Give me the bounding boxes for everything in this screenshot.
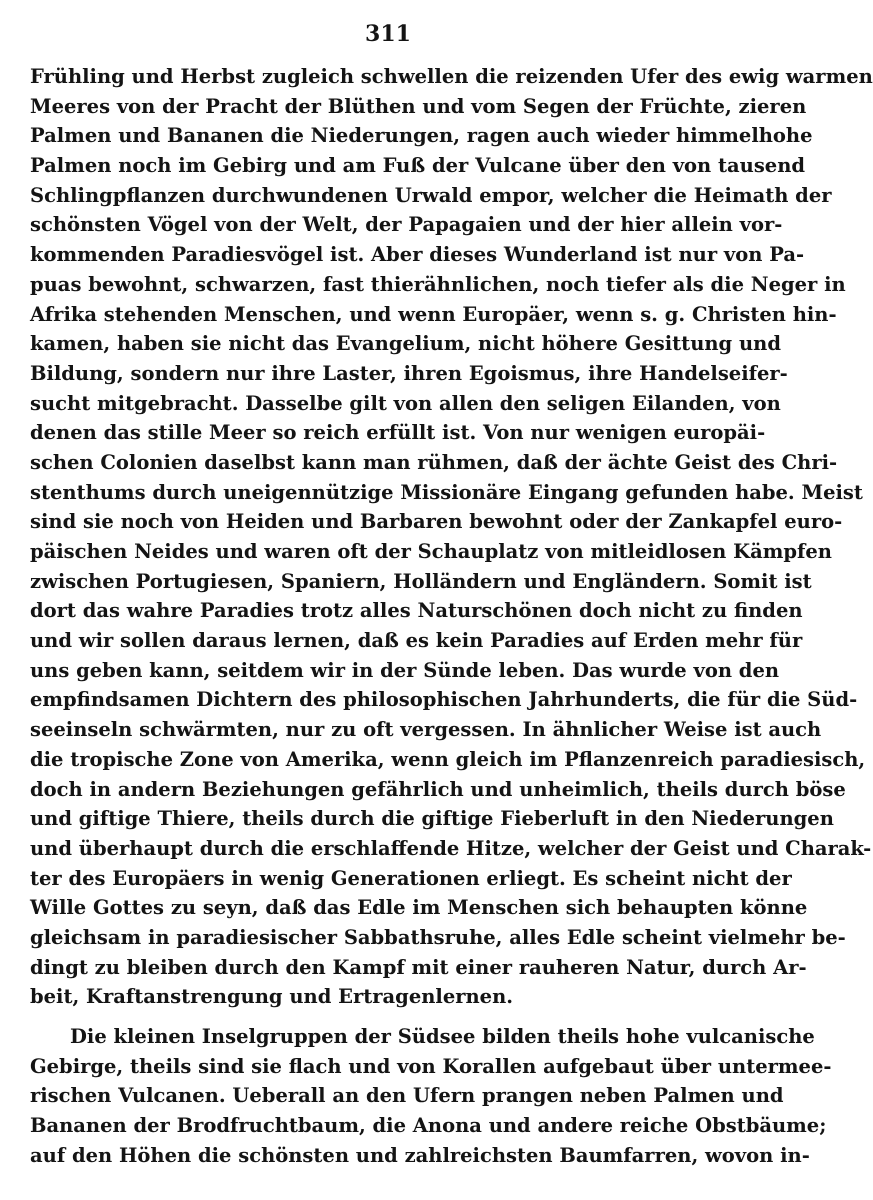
text-line: dingt zu bleiben durch den Kampf mit einer rauheren Natur, durch Ar- bbox=[30, 955, 807, 979]
text-line: ter des Europäers in wenig Generationen erliegt. Es scheint nicht der bbox=[30, 866, 792, 890]
text-line: Meeres von der Pracht der Blüthen und vom Segen der Früchte, zieren bbox=[30, 94, 807, 118]
text-line: Afrika stehenden Menschen, und wenn Europäer, wenn s. g. Christen hin- bbox=[30, 302, 837, 326]
text-line: rischen Vulcanen. Ueberall an den Ufern prangen neben Palmen und bbox=[30, 1084, 784, 1108]
text-line: zwischen Portugiesen, Spaniern, Holländern und Engländern. Somit ist bbox=[30, 569, 812, 593]
text-line: Die kleinen Inselgruppen der Südsee bilden theils hohe vulcanische bbox=[70, 1025, 815, 1048]
text-line: Wille Gottes zu seyn, daß das Edle im Menschen sich behaupten könne bbox=[30, 896, 808, 920]
text-line: schönsten Vögel von der Welt, der Papagaien und der hier allein vor- bbox=[30, 213, 783, 237]
text-line: denen das stille Meer so reich erfüllt ist. Von nur wenigen europäi- bbox=[30, 421, 766, 445]
text-line: Schlingpflanzen durchwundenen Urwald empor, welcher die Heimath der bbox=[30, 183, 832, 207]
text-line: Bildung, sondern nur ihre Laster, ihren Egoismus, ihre Handelseifer- bbox=[30, 361, 788, 385]
text-line: kamen, haben sie nicht das Evangelium, nicht höhere Gesittung und bbox=[30, 332, 781, 356]
text-line: sucht mitgebracht. Dasselbe gilt von allen den seligen Eilanden, von bbox=[30, 391, 781, 415]
text-line: Bananen der Brodfruchtbaum, die Anona und andere reiche Obstbäume; bbox=[30, 1114, 827, 1138]
page-number: 311 bbox=[365, 21, 411, 47]
text-line: Frühling und Herbst zugleich schwellen die reizenden Ufer des ewig warmen bbox=[30, 65, 873, 88]
paragraph-2 bbox=[30, 1022, 832, 1170]
text-line: und giftige Thiere, theils durch die giftige Fieberluft in den Niederungen bbox=[30, 807, 834, 831]
text-line: gleichsam in paradiesischer Sabbathsruhe, alles Edle scheint vielmehr be- bbox=[30, 925, 846, 949]
text-line: seeinseln schwärmten, nur zu oft vergessen. In ähnlicher Weise ist auch bbox=[30, 718, 822, 742]
text-line: die tropische Zone von Amerika, wenn gleich im Pflanzenreich paradiesisch, bbox=[30, 747, 866, 771]
text-line: schen Colonien daselbst kann man rühmen, daß der ächte Geist des Chri- bbox=[30, 450, 838, 474]
text-line: kommenden Paradiesvögel ist. Aber dieses Wunderland ist nur von Pa- bbox=[30, 243, 805, 267]
text-line: päischen Neides und waren oft der Schauplatz von mitleidlosen Kämpfen bbox=[30, 540, 832, 563]
text-line: dort das wahre Paradies trotz alles Naturschönen doch nicht zu finden bbox=[30, 599, 803, 623]
text-line: uns geben kann, seitdem wir in der Sünde leben. Das wurde von den bbox=[30, 658, 780, 682]
text-line: Gebirge, theils sind sie flach und von Korallen aufgebaut über untermee- bbox=[30, 1054, 832, 1078]
text-line: doch in andern Beziehungen gefährlich und unheimlich, theils durch böse bbox=[30, 777, 846, 801]
text-line: Palmen noch im Gebirg und am Fuß der Vulcane über den von tausend bbox=[30, 154, 806, 178]
text-line: Palmen und Bananen die Niederungen, ragen auch wieder himmelhohe bbox=[30, 124, 813, 148]
text-line: auf den Höhen die schönsten und zahlreichsten Baumfarren, wovon in- bbox=[30, 1143, 810, 1167]
text-line: und überhaupt durch die erschlaffende Hitze, welcher der Geist und Charak- bbox=[30, 836, 872, 860]
text-line: stenthums durch uneigennützige Missionäre Eingang gefunden habe. Meist bbox=[30, 480, 863, 504]
text-line: und wir sollen daraus lernen, daß es kein Paradies auf Erden mehr für bbox=[30, 629, 803, 653]
paragraph-1 bbox=[30, 62, 873, 1012]
text-line: empfindsamen Dichtern des philosophischen Jahrhunderts, die für die Süd- bbox=[30, 688, 858, 712]
text-line: beit, Kraftanstrengung und Ertragenlernen. bbox=[30, 985, 514, 1009]
text-line: sind sie noch von Heiden und Barbaren bewohnt oder der Zankapfel euro- bbox=[30, 510, 843, 534]
text-line: puas bewohnt, schwarzen, fast thierähnlichen, noch tiefer als die Neger in bbox=[30, 272, 846, 296]
